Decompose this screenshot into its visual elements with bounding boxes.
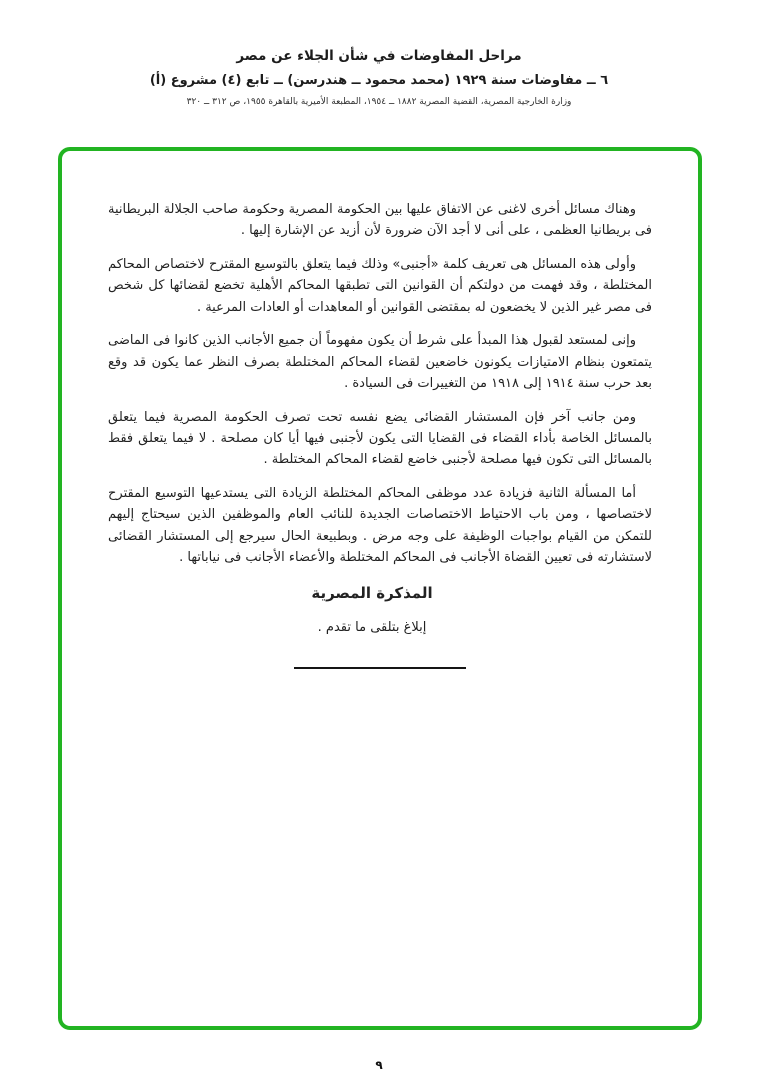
green-highlight-box (58, 147, 702, 1030)
source-citation-line: وزارة الخارجية المصرية، القضية المصرية ١٨٨٢ ــ ١٩٥٤، المطبعة الأميرية بالقاهرة ١٩٥٥، ص ٣١٢ ــ ٣٢٠ (186, 97, 572, 107)
document-body (108, 199, 652, 669)
body-paragraph: وإنى لمستعد لقبول هذا المبدأ على شرط أن يكون مفهوماً أن جميع الأجانب الذين كانوا فى الماضى يتمتعون بنظام الامتيازات يكونون خاضعين لقضاء المحاكم المختلطة بصرف النظر عما يكون قد وقع بعد حرب سنة ١٩١٤ إلى ١٩١٨ من التغييرات فى السيادة . (108, 333, 652, 392)
divider-rule (294, 667, 466, 669)
document-title: مراحل المفاوضات في شأن الجلاء عن مصر (236, 48, 522, 64)
section-heading: المذكرة المصرية (311, 583, 433, 602)
body-paragraph: وهناك مسائل أخرى لاغنى عن الاتفاق عليها بين الحكومة المصرية وحكومة صاحب الجلالة البريطانية فى بريطانيا العظمى ، على أنى لا أجد الآن ضرورة لأن أزيد عن الإشارة إليها . (108, 202, 652, 239)
body-paragraph: وأولى هذه المسائل هى تعريف كلمة «أجنبى» وذلك فيما يتعلق بالتوسيع المقترح لاختصاص المحاكم المختلطة ، وقد فهمت من دولتكم أن القوانين التى تطبقها المحاكم الأهلية تخضع لقضائها كل شخص فى مصر غير الذين لا يخضعون له بمقتضى القوانين أو المعاهدات أو العادات المرعية . (108, 256, 652, 315)
document-subtitle: ٦ ــ مفاوضات سنة ١٩٢٩ (محمد محمود ــ هندرسن) ــ تابع (٤) مشروع (أ) (149, 73, 609, 88)
closing-line: إبلاغ بتلقى ما تقدم . (317, 620, 427, 636)
body-paragraph: أما المسألة الثانية فزيادة عدد موظفى المحاكم المختلطة الزيادة التى يستدعيها التوسيع المقترح لاختصاصها ، ومن باب الاحتياط الاختصاصات الجديدة للنائب العام والموظفين الذين سيحتاج إليهم للتمكن من القيام بواجبات الوظيفة على وجه مرض . وبطبيعة الحال سيرجع إلى المستشار القضائى لاستشارته فى تعيين القضاة الأجانب فى المحاكم المختلطة والأعضاء الأجانب فى نياباتها . (108, 485, 652, 566)
page-header (0, 48, 758, 107)
body-paragraph: ومن جانب آخر فإن المستشار القضائى يضع نفسه تحت تصرف الحكومة المصرية فيما يتعلق بالمسائل الخاصة بأداء القضاء فى القضايا التى يكون لأجنبى فيها أيا كان مصلحة . لا فيما يتعلق فقط بالمسائل التى تكون فيها مصلحة لأجنبى خاضع لقضاء المحاكم المختلطة . (108, 409, 652, 468)
page-number: ٩ (375, 1058, 383, 1072)
